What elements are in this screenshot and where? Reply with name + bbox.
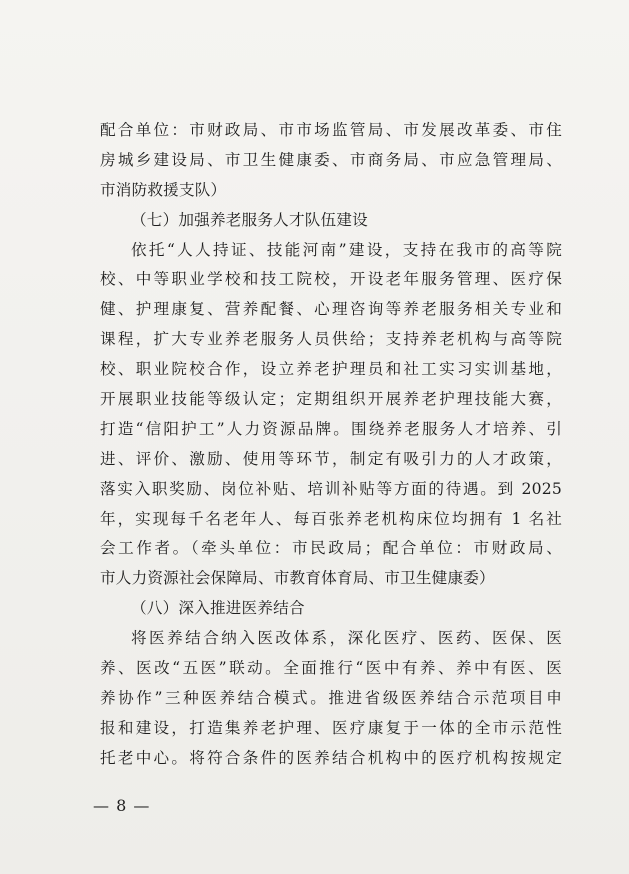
text-line: 市人力资源社会保障局、市教育体育局、市卫生健康委） <box>100 569 495 588</box>
text-line: 报和建设，打造集养老护理、医疗康复于一体的全市示范性 <box>100 718 562 737</box>
body-text <box>100 116 562 774</box>
text-line: 校、职业院校合作，设立养老护理员和社工实习实训基地， <box>100 360 562 379</box>
text-line: 健、护理康复、营养配餐、心理咨询等养老服务相关专业和 <box>100 300 562 319</box>
text-line: 将医养结合纳入医改体系，深化医疗、医药、医保、医 <box>131 629 562 648</box>
text-line: 养、医改“五医”联动。全面推行“医中有养、养中有医、医 <box>100 659 562 678</box>
text-line: 房城乡建设局、市卫生健康委、市商务局、市应急管理局、 <box>100 150 562 169</box>
text-line: 年，实现每千名老年人、每百张养老机构床位均拥有 1 名社 <box>100 509 562 528</box>
section-heading-8: （八）深入推进医养结合 <box>131 599 305 618</box>
section-heading-7: （七）加强养老服务人才队伍建设 <box>131 210 368 229</box>
text-line: 开展职业技能等级认定；定期组织开展养老护理技能大赛， <box>100 390 562 409</box>
text-line: 配合单位：市财政局、市市场监管局、市发展改革委、市住 <box>100 121 562 139</box>
text-line: 养协作”三种医养结合模式。推进省级医养结合示范项目申 <box>100 688 562 707</box>
text-line: 市消防救援支队） <box>100 180 227 199</box>
text-line: 依托“人人持证、技能河南”建设，支持在我市的高等院 <box>131 240 562 259</box>
text-line: 落实入职奖励、岗位补贴、培训补贴等方面的待遇。到 2025 <box>100 479 562 498</box>
text-line: 课程，扩大专业养老服务人员供给；支持养老机构与高等院 <box>100 330 562 349</box>
page-number: — 8 — <box>93 796 151 815</box>
text-line: 会工作者。（牵头单位：市民政局；配合单位：市财政局、 <box>100 539 562 558</box>
text-line: 校、中等职业学校和技工院校，开设老年服务管理、医疗保 <box>100 270 562 289</box>
text-line: 进、评价、激励、使用等环节，制定有吸引力的人才政策， <box>100 449 562 468</box>
text-line: 托老中心。将符合条件的医养结合机构中的医疗机构按规定 <box>100 748 562 767</box>
text-line: 打造“信阳护工”人力资源品牌。围绕养老服务人才培养、引 <box>100 419 562 438</box>
